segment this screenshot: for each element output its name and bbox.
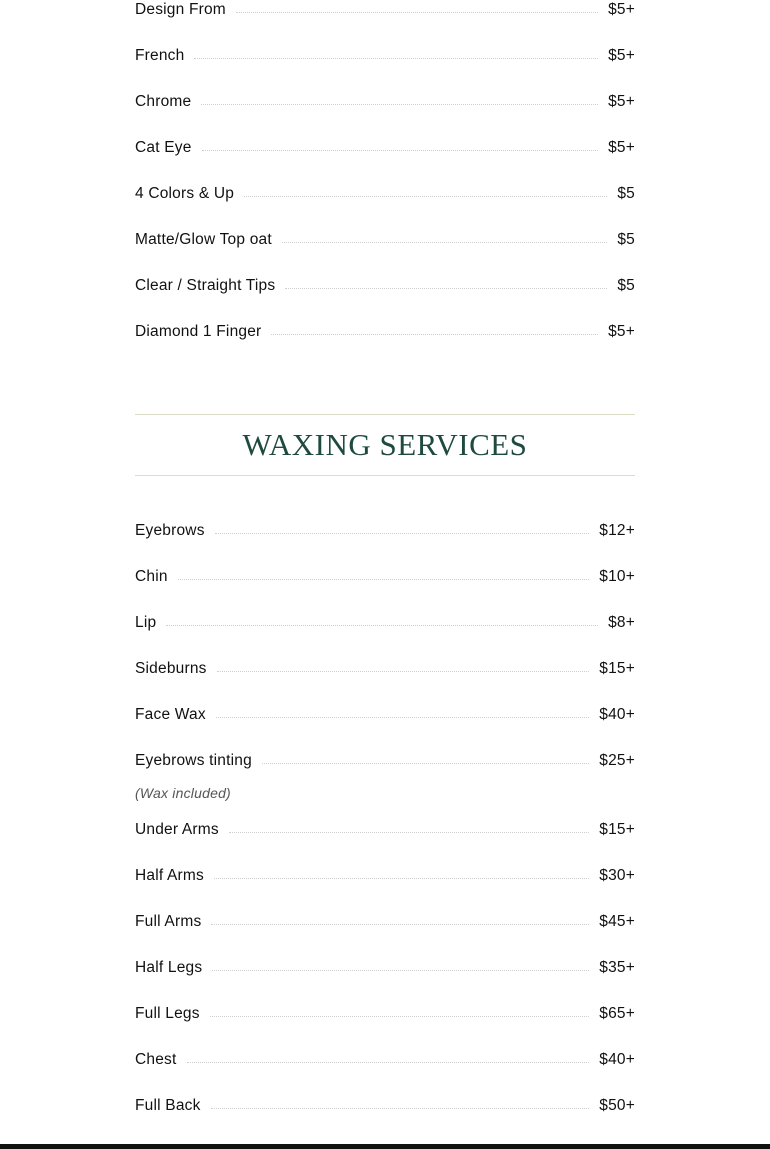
service-name: Face Wax — [135, 706, 206, 723]
dotted-leader — [271, 334, 598, 335]
service-row-sideburns — [135, 657, 635, 681]
dotted-leader — [212, 970, 589, 971]
dotted-leader — [211, 924, 589, 925]
service-name: Half Legs — [135, 959, 203, 976]
service-price: $5+ — [608, 139, 635, 156]
service-price: $15+ — [599, 660, 635, 677]
service-price: $30+ — [599, 867, 635, 884]
service-name: Design From — [135, 1, 226, 18]
service-name: Cat Eye — [135, 139, 192, 156]
service-row-chin — [135, 565, 635, 589]
service-row-4-colors — [135, 182, 635, 206]
service-price: $45+ — [599, 913, 635, 930]
service-name: Full Legs — [135, 1005, 200, 1022]
service-row-half-legs — [135, 956, 635, 980]
service-name: French — [135, 47, 185, 64]
dotted-leader — [282, 242, 607, 243]
service-row-clear-tips — [135, 274, 635, 298]
dotted-leader — [210, 1016, 590, 1017]
dotted-leader — [178, 579, 590, 580]
service-name: Eyebrows tinting — [135, 752, 252, 769]
dotted-leader — [166, 625, 598, 626]
service-row-eyebrows-tinting — [135, 749, 635, 773]
service-name: Chrome — [135, 93, 192, 110]
dotted-leader — [236, 12, 598, 13]
dotted-leader — [216, 717, 589, 718]
service-name: Full Back — [135, 1097, 201, 1114]
dotted-leader — [201, 104, 598, 105]
service-note: (Wax included) — [135, 785, 231, 801]
service-row-face-wax — [135, 703, 635, 727]
service-price: $5+ — [608, 47, 635, 64]
service-price: $5 — [617, 185, 635, 202]
service-row-matte-glow — [135, 228, 635, 252]
service-row-full-back — [135, 1094, 635, 1118]
dotted-leader — [244, 196, 607, 197]
service-row-chrome — [135, 90, 635, 114]
service-price: $10+ — [599, 568, 635, 585]
dotted-leader — [214, 878, 589, 879]
service-row-eyebrows — [135, 519, 635, 543]
service-name: Clear / Straight Tips — [135, 277, 276, 294]
service-name: Under Arms — [135, 821, 219, 838]
service-price: $12+ — [599, 522, 635, 539]
dotted-leader — [202, 150, 599, 151]
waxing-section-header — [135, 414, 635, 476]
dotted-leader — [211, 1108, 590, 1109]
service-price: $5+ — [608, 323, 635, 340]
service-row-half-arms — [135, 864, 635, 888]
dotted-leader — [229, 832, 589, 833]
dotted-leader — [217, 671, 590, 672]
dotted-leader — [215, 533, 590, 534]
service-row-french — [135, 44, 635, 68]
dotted-leader — [262, 763, 589, 764]
service-price: $35+ — [599, 959, 635, 976]
service-price: $65+ — [599, 1005, 635, 1022]
service-price: $25+ — [599, 752, 635, 769]
service-row-diamond — [135, 320, 635, 344]
service-row-full-arms — [135, 910, 635, 934]
service-name: Full Arms — [135, 913, 202, 930]
service-name: Chin — [135, 568, 168, 585]
service-price: $5+ — [608, 93, 635, 110]
service-name: Lip — [135, 614, 157, 631]
service-row-design-from — [135, 0, 635, 22]
service-name: Diamond 1 Finger — [135, 323, 262, 340]
service-row-chest — [135, 1048, 635, 1072]
service-name: Half Arms — [135, 867, 204, 884]
service-price: $8+ — [608, 614, 635, 631]
service-price: $5+ — [608, 1, 635, 18]
service-price: $15+ — [599, 821, 635, 838]
dotted-leader — [285, 288, 607, 289]
service-name: Sideburns — [135, 660, 207, 677]
service-name: Chest — [135, 1051, 177, 1068]
service-price: $50+ — [599, 1097, 635, 1114]
service-name: Matte/Glow Top oat — [135, 231, 272, 248]
section-title: WAXING SERVICES — [242, 427, 528, 462]
service-row-lip — [135, 611, 635, 635]
service-price: $40+ — [599, 706, 635, 723]
service-row-full-legs — [135, 1002, 635, 1026]
service-name: Eyebrows — [135, 522, 205, 539]
service-price: $5 — [617, 277, 635, 294]
service-price: $40+ — [599, 1051, 635, 1068]
service-name: 4 Colors & Up — [135, 185, 235, 202]
footer-edge-bar — [0, 1144, 770, 1149]
dotted-leader — [187, 1062, 590, 1063]
service-row-under-arms — [135, 818, 635, 842]
service-row-cat-eye — [135, 136, 635, 160]
dotted-leader — [194, 58, 598, 59]
service-price: $5 — [617, 231, 635, 248]
